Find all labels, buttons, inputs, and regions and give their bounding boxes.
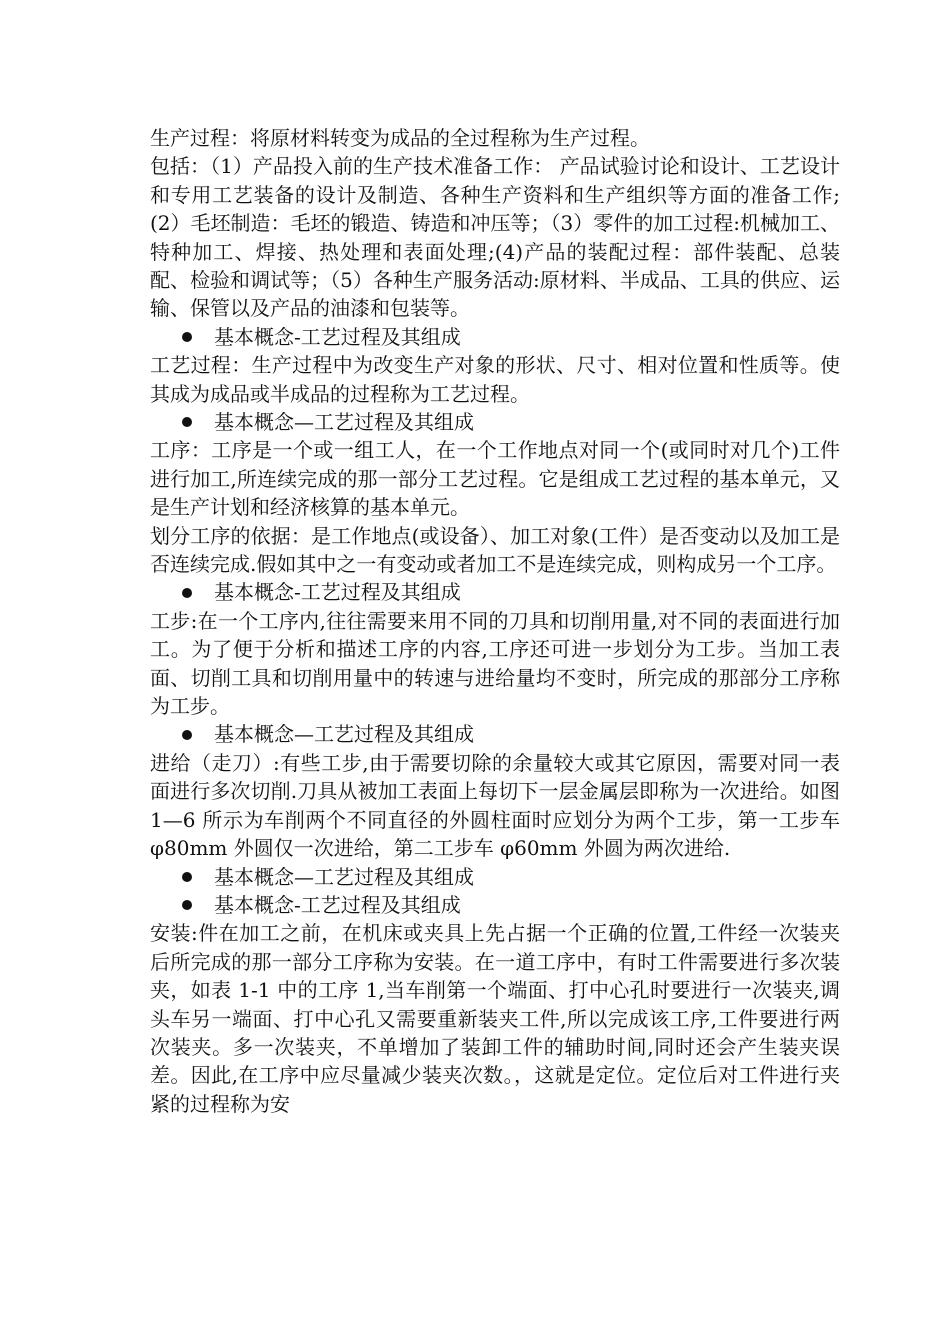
heading-text: 基本概念—工艺过程及其组成 xyxy=(214,722,474,747)
heading-text: 基本概念-工艺过程及其组成 xyxy=(214,580,461,605)
paragraph-operation-definition: 工序：工序是一个或一组工人，在一个工作地点对同一个(或同时对几个)工件进行加工,所连续完成的那一部分工艺过程。它是组成工艺过程的基本单元，又是生产计划和经济核算的基本单元。 xyxy=(150,438,840,520)
heading-text: 基本概念—工艺过程及其组成 xyxy=(214,410,474,435)
bullet-heading xyxy=(150,891,840,919)
document-page xyxy=(150,124,840,1118)
bullet-heading xyxy=(150,863,840,891)
heading-text: 基本概念—工艺过程及其组成 xyxy=(214,864,474,889)
bullet-icon xyxy=(182,900,192,910)
paragraph-feed-definition: 进给（走刀）:有些工步,由于需要切除的余量较大或其它原因，需要对同一表面进行多次切削.刀具从被加工表面上每切下一层金属层即称为一次进给。如图 1—6 所示为车削两个不同直径的外圆柱面时应划分为两个工步，第一工步车 φ80mm 外圆仅一次进给，第二工步车 φ60mm 外圆为两次进给. xyxy=(150,750,840,861)
bullet-heading xyxy=(150,408,840,436)
bullet-icon xyxy=(182,872,192,882)
paragraph-process-definition: 工艺过程：生产过程中为改变生产对象的形状、尺寸、相对位置和性质等。使其成为成品或半成品的过程称为工艺过程。 xyxy=(150,353,840,406)
bullet-icon xyxy=(182,730,192,740)
paragraph-production-includes: 包括：（1）产品投入前的生产技术准备工作： 产品试验讨论和设计、工艺设计和专用工艺装备的设计及制造、各种生产资料和生产组织等方面的准备工作;(2）毛坯制造：毛坯的锻造、铸造和冲压等；（3）零件的加工过程:机械加工、特种加工、焊接、热处理和表面处理;(4)产品的装配过程：部件装配、总装配、检验和调试等；（5）各种生产服务活动:原材料、半成品、工具的供应、运输、保管以及产品的油漆和包装等。 xyxy=(150,154,840,321)
bullet-heading xyxy=(150,323,840,351)
paragraph-operation-division: 划分工序的依据：是工作地点(或设备）、加工对象(工件）是否变动以及加工是否连续完成.假如其中之一有变动或者加工不是连续完成，则构成另一个工序。 xyxy=(150,523,840,577)
heading-text: 基本概念-工艺过程及其组成 xyxy=(214,324,461,349)
bullet-icon xyxy=(182,417,192,427)
bullet-heading xyxy=(150,578,840,606)
paragraph-production-process: 生产过程：将原材料转变为成品的全过程称为生产过程。 xyxy=(150,126,650,150)
bullet-heading xyxy=(150,720,840,748)
bullet-icon xyxy=(182,588,192,598)
bullet-icon xyxy=(182,332,192,342)
heading-text: 基本概念-工艺过程及其组成 xyxy=(214,892,461,917)
paragraph-setup-definition: 安装:件在加工之前，在机床或夹具上先占据一个正确的位置,工件经一次装夹后所完成的那一部分工序称为安装。在一道工序中，有时工件需要进行多次装夹，如表 1-1 中的工序 1,当车削第一个端面、打中心孔时要进行一次装夹,调头车另一端面、打中心孔又需要重新装夹工件,所以完成该工序,工件要进行两次装夹。多一次装夹，不单增加了装卸工件的辅助时间,同时还会产生装夹误差。因此,在工序中应尽量减少装夹次数。，这就是定位。定位后对工件进行夹紧的过程称为安 xyxy=(150,921,840,1116)
paragraph-step-definition: 工步:在一个工序内,往往需要来用不同的刀具和切削用量,对不同的表面进行加工。为了便于分析和描述工序的内容,工序还可进一步划分为工步。当加工表面、切削工具和切削用量中的转速与进给量均不变时，所完成的那部分工序称为工步。 xyxy=(150,608,840,719)
